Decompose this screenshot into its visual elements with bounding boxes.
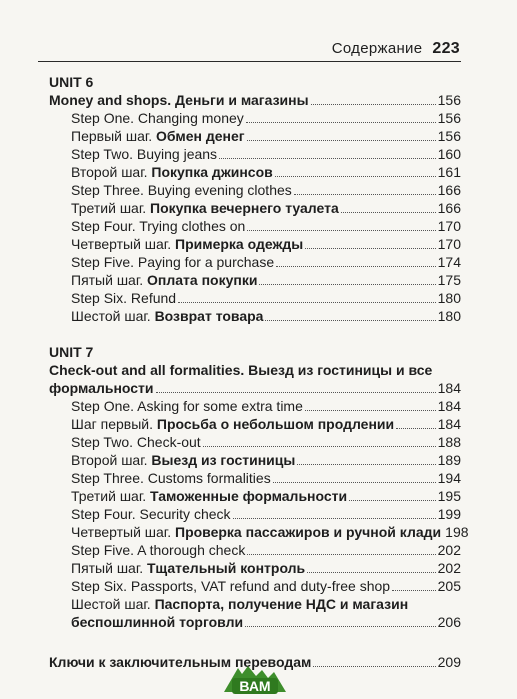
page-number: 189 bbox=[437, 452, 461, 468]
page-number: 199 bbox=[437, 506, 461, 522]
entry-bold-text: Оплата покупки bbox=[147, 272, 258, 288]
entry-text bbox=[71, 127, 245, 145]
page-number: 205 bbox=[437, 578, 461, 594]
entry-bold-text: Примерка одежды bbox=[175, 236, 304, 252]
dot-leader bbox=[392, 590, 436, 591]
entry-text bbox=[71, 523, 441, 541]
dot-leader bbox=[294, 194, 436, 195]
toc-entry[interactable] bbox=[49, 487, 461, 505]
entry-text bbox=[71, 217, 245, 235]
entry-plain-text: Step Two. Buying jeans bbox=[71, 146, 218, 162]
dot-leader bbox=[247, 230, 435, 231]
entry-bold-text: Обмен денег bbox=[156, 128, 245, 144]
entry-plain-text: Шестой шаг. bbox=[71, 308, 155, 324]
entry-text bbox=[71, 415, 394, 433]
dot-leader bbox=[178, 302, 436, 303]
entry-plain-text: Step Six. Passports, VAT refund and duty-free shop bbox=[71, 578, 391, 594]
toc-entry[interactable] bbox=[49, 235, 461, 253]
entry-plain-text: Второй шаг. bbox=[71, 452, 152, 468]
unit-6-entries bbox=[49, 91, 461, 325]
page-number: 188 bbox=[437, 434, 461, 450]
entry-plain-text: Step Two. Check-out bbox=[71, 434, 201, 450]
entry-text bbox=[71, 253, 274, 271]
entry-plain-text: Пятый шаг. bbox=[71, 272, 148, 288]
unit-7-heading-line1: Check-out and all formalities. Выезд из гостиницы и все bbox=[49, 362, 433, 378]
entry-plain-text: Step Three. Customs formalities bbox=[71, 470, 271, 486]
keys-title: Ключи к заключительным переводам bbox=[49, 654, 312, 670]
entry-plain-text: Step Six. Refund bbox=[71, 290, 177, 306]
toc-entry[interactable] bbox=[49, 91, 461, 109]
entry-text bbox=[71, 577, 390, 595]
entry-bold-text: беспошлинной торговли bbox=[71, 614, 244, 630]
dot-leader bbox=[245, 626, 436, 627]
header-rule bbox=[38, 61, 461, 62]
page-number: 180 bbox=[437, 290, 461, 306]
dot-leader bbox=[247, 554, 435, 555]
dot-leader bbox=[273, 482, 436, 483]
toc-entry[interactable] bbox=[49, 433, 461, 451]
dot-leader bbox=[313, 666, 435, 667]
page-number: 202 bbox=[437, 542, 461, 558]
page-number: 175 bbox=[437, 272, 461, 288]
entry-text bbox=[71, 109, 244, 127]
toc-entry[interactable] bbox=[49, 271, 461, 289]
toc-entry[interactable] bbox=[49, 523, 469, 541]
toc-entry[interactable] bbox=[49, 217, 461, 235]
toc-entry[interactable] bbox=[49, 307, 461, 325]
entry-plain-text: Второй шаг. bbox=[71, 164, 152, 180]
dot-leader bbox=[233, 518, 436, 519]
dot-leader bbox=[276, 266, 436, 267]
page-number: 156 bbox=[437, 110, 461, 126]
page-number: 184 bbox=[437, 416, 461, 432]
entry-text bbox=[71, 181, 292, 199]
page-number: 166 bbox=[437, 182, 461, 198]
entry-bold-text: Проверка пассажиров и ручной клади bbox=[175, 524, 442, 540]
dot-leader bbox=[203, 446, 436, 447]
header-page-number: 223 bbox=[432, 40, 460, 57]
entry-bold-text: Покупка вечернего туалета bbox=[150, 200, 339, 216]
entry-text bbox=[71, 505, 231, 523]
dot-leader bbox=[275, 176, 436, 177]
entry-plain-text: Шаг первый. bbox=[71, 416, 157, 432]
toc-entry[interactable] bbox=[49, 199, 461, 217]
publisher-logo bbox=[218, 662, 292, 696]
page-number: 206 bbox=[437, 614, 461, 630]
toc-entry[interactable] bbox=[49, 289, 461, 307]
dot-leader bbox=[297, 464, 435, 465]
toc-entry-line1 bbox=[49, 595, 461, 613]
entry-bold-text: Покупка джинсов bbox=[151, 164, 273, 180]
page-number: 194 bbox=[437, 470, 461, 486]
page-number: 161 bbox=[437, 164, 461, 180]
toc-entry[interactable] bbox=[49, 127, 461, 145]
toc-entry[interactable] bbox=[49, 181, 461, 199]
page-number: 202 bbox=[437, 560, 461, 576]
unit-7-entries bbox=[49, 397, 469, 595]
entry-plain-text: Step Five. A thorough check bbox=[71, 542, 246, 558]
dot-leader bbox=[341, 212, 436, 213]
entry-text bbox=[71, 433, 201, 451]
entry-bold-text: Таможенные формальности bbox=[150, 488, 348, 504]
entry-plain-text: Step Three. Buying evening clothes bbox=[71, 182, 292, 198]
page-number: 198 bbox=[445, 524, 469, 540]
entry-plain-text: Четвертый шаг. bbox=[71, 236, 175, 252]
entry-plain-text: Третий шаг. bbox=[71, 200, 151, 216]
dot-leader bbox=[311, 104, 436, 105]
page-number: 184 bbox=[437, 398, 461, 414]
entry-text bbox=[71, 235, 303, 253]
page-number: 184 bbox=[437, 380, 461, 396]
toc-entry[interactable] bbox=[49, 559, 461, 577]
page-number: 209 bbox=[437, 654, 461, 670]
entry-plain-text: Step One. Asking for some extra time bbox=[71, 398, 303, 414]
page-number: 166 bbox=[437, 200, 461, 216]
table-of-contents bbox=[49, 73, 469, 671]
entry-text bbox=[71, 397, 303, 415]
toc-entry[interactable] bbox=[49, 415, 461, 433]
entry-text bbox=[71, 199, 339, 217]
dot-leader bbox=[265, 320, 435, 321]
page-number: 170 bbox=[437, 218, 461, 234]
entry-text bbox=[71, 289, 176, 307]
dot-leader bbox=[305, 410, 436, 411]
entry-text bbox=[71, 163, 273, 181]
header-title: Содержание bbox=[331, 40, 423, 57]
page-number: 156 bbox=[437, 128, 461, 144]
entry-plain-text: Первый шаг. bbox=[71, 128, 157, 144]
dot-leader bbox=[247, 140, 436, 141]
toc-entry[interactable] bbox=[49, 145, 461, 163]
entry-plain-text: Четвертый шаг. bbox=[71, 524, 175, 540]
toc-entry[interactable] bbox=[49, 397, 461, 415]
toc-entry[interactable] bbox=[49, 577, 461, 595]
entry-text bbox=[71, 559, 305, 577]
entry-bold-text: Выезд из гостиницы bbox=[151, 452, 296, 468]
toc-entry[interactable] bbox=[49, 109, 461, 127]
entry-plain-text: Шестой шаг. bbox=[71, 596, 155, 612]
entry-text bbox=[71, 145, 217, 163]
entry-bold-text: Паспорта, получение НДС и магазин bbox=[154, 596, 409, 612]
entry-bold-text: Money and shops. Деньги и магазины bbox=[49, 92, 309, 108]
toc-entry[interactable] bbox=[49, 379, 461, 397]
entry-plain-text: Step Four. Security check bbox=[71, 506, 231, 522]
page-number: 170 bbox=[437, 236, 461, 252]
logo-text: ВАМ bbox=[239, 678, 271, 694]
unit-6-title: UNIT 6 bbox=[49, 74, 94, 90]
entry-plain-text: Step One. Changing money bbox=[71, 110, 244, 126]
entry-text bbox=[71, 469, 271, 487]
entry-bold-text: Тщательный контроль bbox=[147, 560, 306, 576]
entry-text bbox=[71, 541, 245, 559]
dot-leader bbox=[307, 572, 435, 573]
entry-bold-text: Просьба о небольшом продлении bbox=[156, 416, 395, 432]
entry-text bbox=[71, 487, 347, 505]
unit-7-title: UNIT 7 bbox=[49, 344, 94, 360]
unit-7-heading-line2: формальности bbox=[49, 380, 154, 396]
page-number: 174 bbox=[437, 254, 461, 270]
page-number: 180 bbox=[437, 308, 461, 324]
page-number: 195 bbox=[437, 488, 461, 504]
entry-text bbox=[71, 451, 295, 469]
toc-entry[interactable] bbox=[49, 505, 461, 523]
toc-entry[interactable] bbox=[49, 469, 461, 487]
dot-leader bbox=[305, 248, 435, 249]
toc-entry[interactable] bbox=[49, 451, 461, 469]
entry-text bbox=[71, 271, 257, 289]
entry-text bbox=[71, 307, 263, 325]
toc-entry[interactable] bbox=[49, 613, 461, 631]
dot-leader bbox=[259, 284, 435, 285]
dot-leader bbox=[396, 428, 436, 429]
dot-leader bbox=[246, 122, 436, 123]
entry-text bbox=[49, 91, 309, 109]
page-number: 156 bbox=[437, 92, 461, 108]
page-number: 160 bbox=[437, 146, 461, 162]
dot-leader bbox=[349, 500, 436, 501]
entry-plain-text: Третий шаг. bbox=[71, 488, 151, 504]
dot-leader bbox=[219, 158, 436, 159]
entry-plain-text: Step Five. Paying for a purchase bbox=[71, 254, 275, 270]
entry-plain-text: Step Four. Trying clothes on bbox=[71, 218, 246, 234]
entry-bold-text: Возврат товара bbox=[154, 308, 264, 324]
toc-entry[interactable] bbox=[49, 253, 461, 271]
entry-plain-text: Пятый шаг. bbox=[71, 560, 148, 576]
toc-entry[interactable] bbox=[49, 163, 461, 181]
toc-entry[interactable] bbox=[49, 541, 461, 559]
dot-leader bbox=[156, 392, 436, 393]
running-header bbox=[0, 40, 460, 58]
